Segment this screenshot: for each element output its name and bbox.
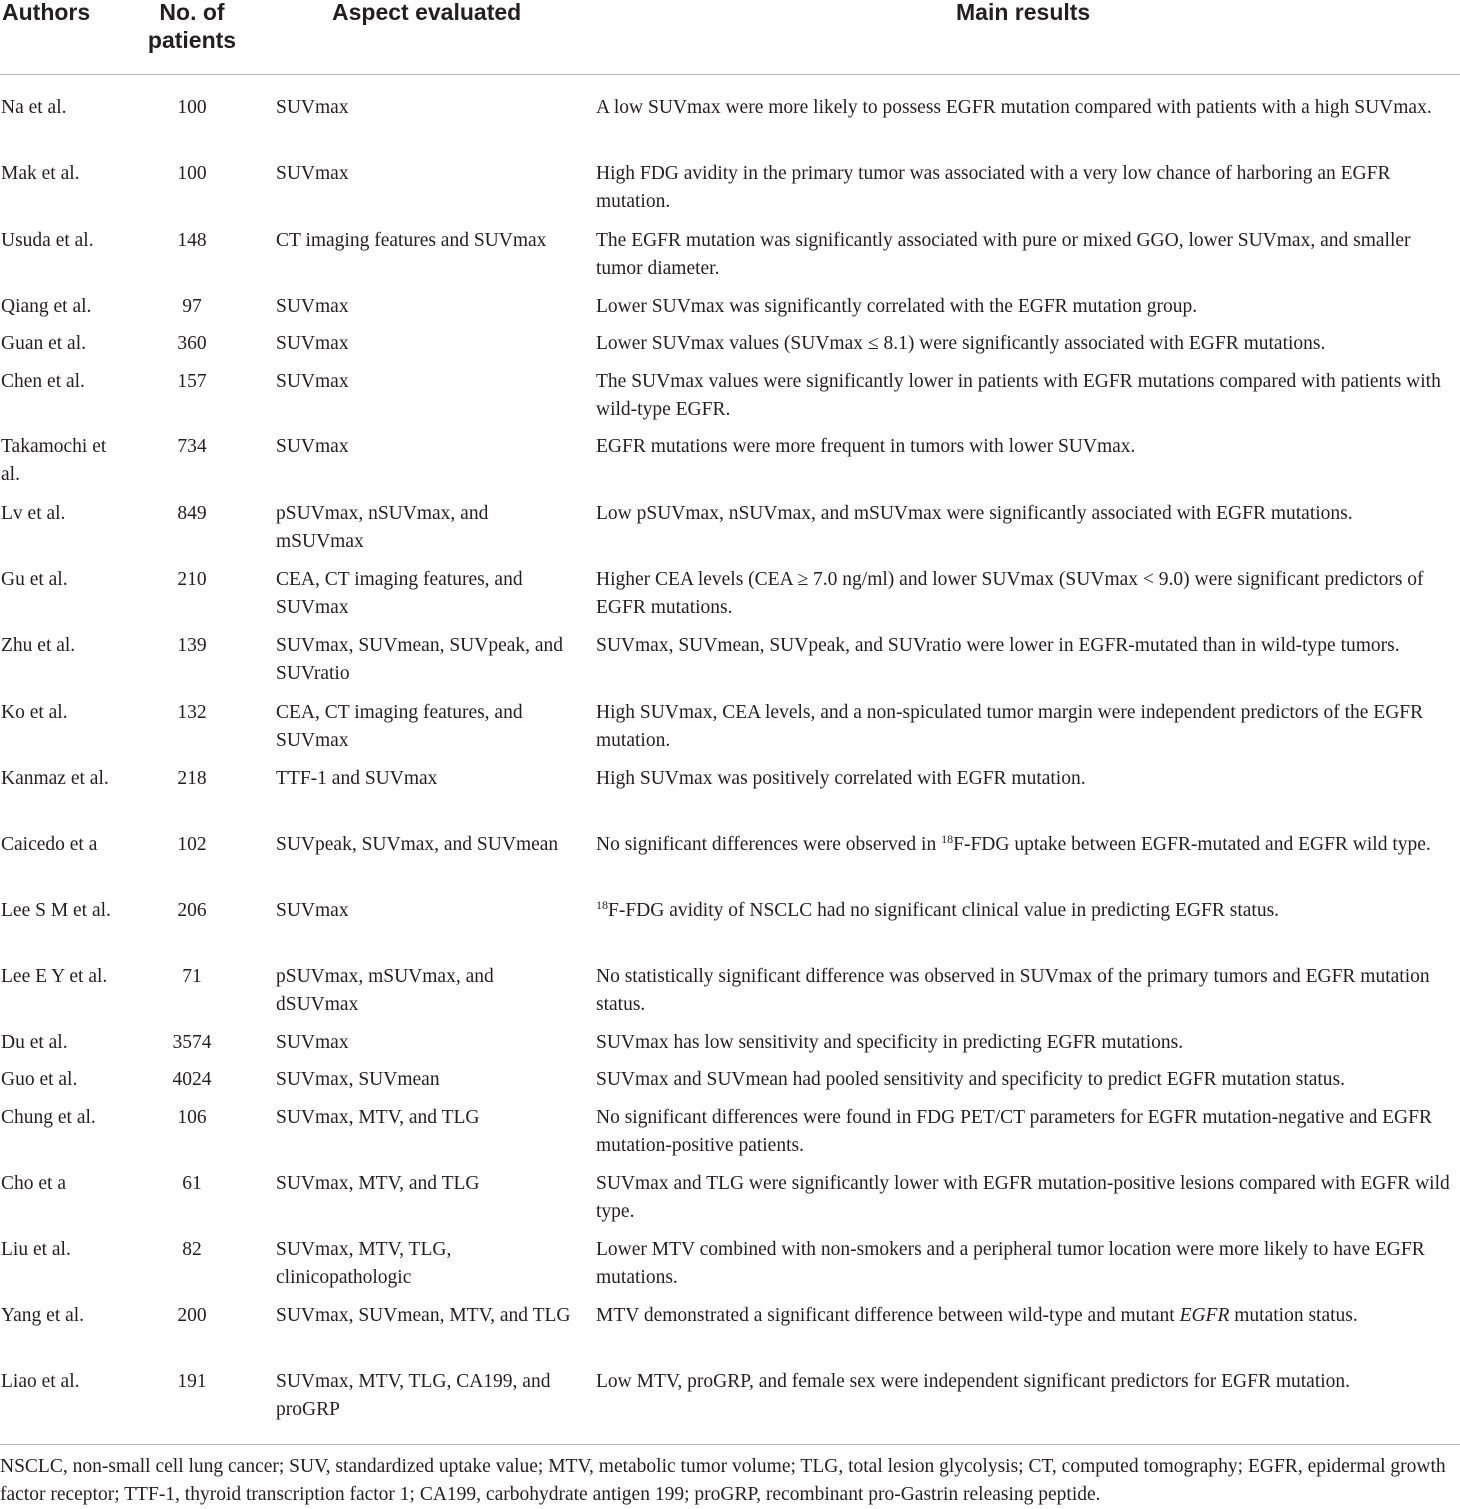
cell-patients: 148: [177, 230, 207, 251]
cell-aspect: SUVmax, MTV, and TLG: [276, 1107, 480, 1128]
result-text: No significant differences were observed in: [596, 834, 942, 855]
cell-patients: 139: [177, 635, 207, 656]
cell-patients: 3574: [172, 1032, 212, 1053]
cell-author: Du et al.: [1, 1032, 68, 1053]
cell-result: High SUVmax, CEA levels, and a non-spiculated tumor margin were independent predictors of the EGFR mutation.: [596, 702, 1424, 751]
cell-aspect: CT imaging features and SUVmax: [276, 230, 547, 251]
cell-patients: 97: [182, 296, 202, 317]
isotope-superscript: 18: [596, 898, 608, 912]
cell-aspect: SUVmax: [276, 436, 349, 457]
cell-result: SUVmax, SUVmean, SUVpeak, and SUVratio were lower in EGFR-mutated than in wild-type tumors.: [596, 635, 1400, 656]
cell-aspect: SUVmax, SUVmean: [276, 1069, 440, 1090]
cell-author: Ko et al.: [1, 702, 68, 723]
cell-patients: 210: [177, 569, 207, 590]
cell-result: SUVmax and SUVmean had pooled sensitivity and specificity to predict EGFR mutation status.: [596, 1069, 1346, 1090]
cell-result: Lower MTV combined with non-smokers and a peripheral tumor location were more likely to have EGFR mutations.: [596, 1239, 1425, 1288]
cell-result: Higher CEA levels (CEA ≥ 7.0 ng/ml) and lower SUVmax (SUVmax < 9.0) were significant predictors of EGFR mutations.: [596, 569, 1424, 618]
cell-patients: 157: [177, 371, 207, 392]
cell-patients: 360: [177, 333, 207, 354]
cell-patients: 106: [177, 1107, 207, 1128]
gene-italic: EGFR: [1179, 1305, 1230, 1326]
result-text: F-FDG avidity of NSCLC had no significant clinical value in predicting EGFR status.: [608, 900, 1280, 921]
table-header: [0, 0, 1460, 75]
cell-author: Gu et al.: [1, 569, 68, 590]
cell-result: The EGFR mutation was significantly associated with pure or mixed GGO, lower SUVmax, and smaller tumor diameter.: [596, 230, 1411, 279]
cell-patients: 4024: [172, 1069, 212, 1090]
cell-aspect: SUVmax: [276, 97, 349, 118]
cell-result: Lower SUVmax values (SUVmax ≤ 8.1) were significantly associated with EGFR mutations.: [596, 333, 1326, 354]
cell-aspect: SUVmax, MTV, and TLG: [276, 1173, 480, 1194]
cell-patients: 849: [177, 503, 207, 524]
cell-author: Lee S M et al.: [1, 900, 111, 921]
cell-author: Guo et al.: [1, 1069, 78, 1090]
cell-aspect: CEA, CT imaging features, and SUVmax: [276, 702, 523, 751]
cell-aspect: SUVmax, SUVmean, SUVpeak, and SUVratio: [276, 635, 564, 684]
header-patients-line1: No. of: [159, 0, 225, 25]
cell-result: EGFR mutations were more frequent in tumors with lower SUVmax.: [596, 436, 1136, 457]
cell-author: Lv et al.: [1, 503, 66, 524]
header-results: Main results: [956, 0, 1091, 25]
cell-patients: 200: [177, 1305, 207, 1326]
cell-patients: 206: [177, 900, 207, 921]
cell-patients: 100: [177, 97, 207, 118]
header-aspect: Aspect evaluated: [332, 0, 522, 25]
cell-result: [596, 831, 1460, 859]
cell-result: [596, 1302, 1460, 1330]
cell-author: Liu et al.: [1, 1239, 71, 1260]
cell-aspect: pSUVmax, mSUVmax, and dSUVmax: [276, 966, 494, 1015]
cell-aspect: SUVmax: [276, 371, 349, 392]
cell-author: Caicedo et a: [1, 834, 98, 855]
header-authors: Authors: [2, 0, 91, 25]
cell-patients: 102: [177, 834, 207, 855]
header-patients: [132, 0, 252, 54]
table-footnote: NSCLC, non-small cell lung cancer; SUV, standardized uptake value; MTV, metabolic tumor volume; TLG, total lesion glycolysis; CT, computed tomography; EGFR, epidermal growth factor receptor; TTF-1, thyroid transcription factor 1; CA199, carbohydrate antigen 199; proGRP, recombinant pro-Gastrin releasing peptide.: [0, 1444, 1460, 1509]
cell-author: Chen et al.: [1, 371, 85, 392]
cell-aspect: SUVmax: [276, 296, 349, 317]
cell-patients: 82: [182, 1239, 202, 1260]
cell-aspect: SUVmax: [276, 1032, 349, 1053]
result-text: mutation status.: [1229, 1305, 1358, 1326]
cell-author: Zhu et al.: [1, 635, 76, 656]
cell-patients: 71: [182, 966, 202, 987]
cell-author: Guan et al.: [1, 333, 87, 354]
result-text: MTV demonstrated a significant difference between wild-type and mutant: [596, 1305, 1180, 1326]
header-patients-line2: patients: [147, 27, 237, 53]
isotope-superscript: 18: [941, 832, 954, 846]
cell-author: Lee E Y et al.: [1, 966, 108, 987]
cell-patients: 61: [182, 1173, 202, 1194]
cell-aspect: SUVmax, MTV, TLG, CA199, and proGRP: [276, 1371, 551, 1420]
cell-result: [596, 897, 1460, 925]
cell-aspect: SUVpeak, SUVmax, and SUVmean: [276, 834, 559, 855]
result-text: F-FDG uptake between EGFR-mutated and EGFR wild type.: [953, 834, 1431, 855]
cell-author: Qiang et al.: [1, 296, 92, 317]
cell-result: High FDG avidity in the primary tumor was associated with a very low chance of harboring an EGFR mutation.: [596, 163, 1391, 212]
cell-result: High SUVmax was positively correlated with EGFR mutation.: [596, 768, 1086, 789]
cell-author: Liao et al.: [1, 1371, 80, 1392]
cell-author: Na et al.: [1, 97, 67, 118]
cell-result: Low pSUVmax, nSUVmax, and mSUVmax were significantly associated with EGFR mutations.: [596, 503, 1353, 524]
cell-aspect: pSUVmax, nSUVmax, and mSUVmax: [276, 503, 489, 552]
cell-author: Usuda et al.: [1, 230, 94, 251]
cell-result: Lower SUVmax was significantly correlated with the EGFR mutation group.: [596, 296, 1198, 317]
cell-author: Chung et al.: [1, 1107, 96, 1128]
cell-aspect: SUVmax, MTV, TLG, clinicopathologic: [276, 1239, 452, 1288]
cell-result: No significant differences were found in FDG PET/CT parameters for EGFR mutation-negative and EGFR mutation-positive patients.: [596, 1107, 1432, 1156]
cell-aspect: TTF-1 and SUVmax: [276, 768, 438, 789]
cell-author: Cho et a: [1, 1173, 66, 1194]
cell-result: A low SUVmax were more likely to possess EGFR mutation compared with patients with a high SUVmax.: [596, 97, 1432, 118]
cell-aspect: SUVmax: [276, 163, 349, 184]
cell-patients: 734: [177, 436, 207, 457]
cell-patients: 132: [177, 702, 207, 723]
cell-author: Kanmaz et al.: [1, 768, 109, 789]
cell-patients: 191: [177, 1371, 207, 1392]
cell-patients: 100: [177, 163, 207, 184]
cell-author: Yang et al.: [1, 1305, 85, 1326]
cell-result: SUVmax and TLG were significantly lower with EGFR mutation-positive lesions compared with EGFR wild type.: [596, 1173, 1450, 1222]
cell-aspect: SUVmax: [276, 333, 349, 354]
cell-result: Low MTV, proGRP, and female sex were independent significant predictors for EGFR mutation.: [596, 1371, 1351, 1392]
cell-author: Takamochi et al.: [1, 436, 107, 485]
cell-result: No statistically significant difference was observed in SUVmax of the primary tumors and EGFR mutation status.: [596, 966, 1430, 1015]
cell-aspect: CEA, CT imaging features, and SUVmax: [276, 569, 523, 618]
cell-aspect: SUVmax: [276, 900, 349, 921]
cell-author: Mak et al.: [1, 163, 80, 184]
cell-aspect: SUVmax, SUVmean, MTV, and TLG: [276, 1305, 571, 1326]
cell-patients: 218: [177, 768, 207, 789]
cell-result: The SUVmax values were significantly lower in patients with EGFR mutations compared with patients with wild-type EGFR.: [596, 371, 1441, 420]
cell-result: SUVmax has low sensitivity and specificity in predicting EGFR mutations.: [596, 1032, 1184, 1053]
